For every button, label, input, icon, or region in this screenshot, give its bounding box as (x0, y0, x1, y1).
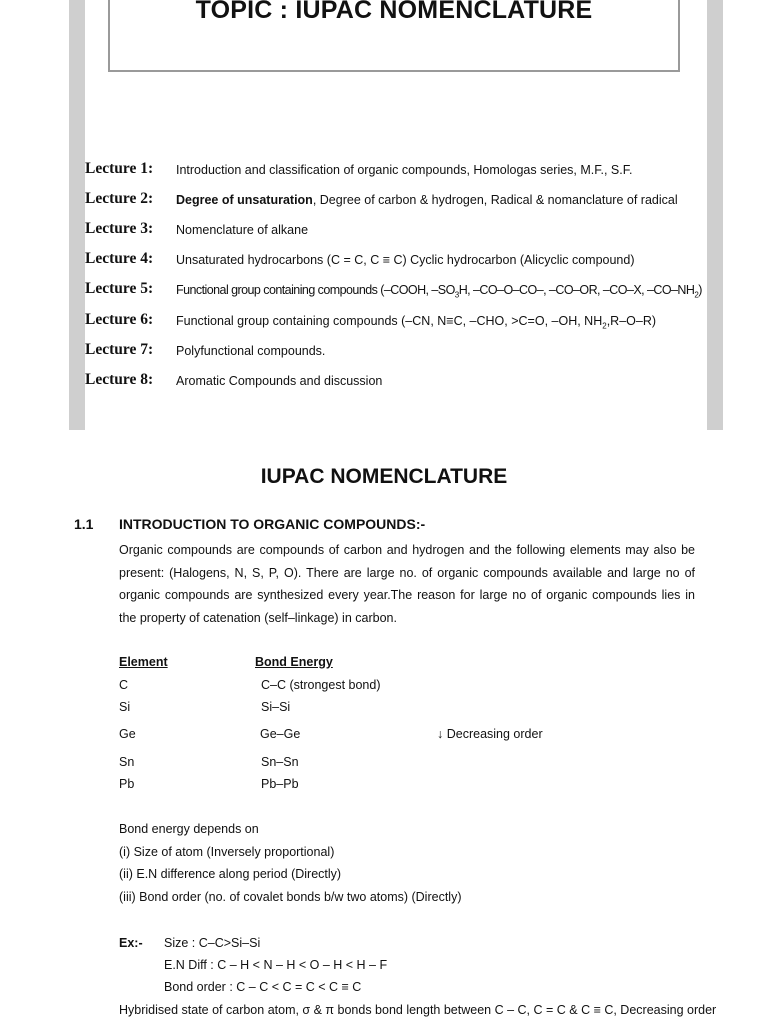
lecture-text-part: ,R–O–R) (606, 314, 657, 328)
lecture-text-part: Unsaturated hydrocarbons (C = C, C ≡ C) Cyclic hydrocarbon (Alicyclic compound) (176, 253, 635, 267)
bond-energy-factor: (ii) E.N difference along period (Directly) (119, 867, 342, 881)
lecture-description (176, 344, 325, 358)
table-cell-element: Si (119, 700, 131, 714)
lecture-text-part: , Degree of carbon & hydrogen, Radical & nomanclature of radical (312, 193, 678, 207)
lecture-description (176, 223, 308, 237)
table-cell-bond: C–C (strongest bond) (261, 678, 381, 692)
lecture-description (176, 193, 678, 207)
topic-title: TOPIC : IUPAC NOMENCLATURE (195, 0, 593, 24)
lecture-description (176, 283, 702, 300)
lecture-description (176, 314, 656, 331)
topic-title-box (108, 0, 680, 72)
lecture-text-part: Aromatic Compounds and discussion (176, 374, 383, 388)
lecture-text-part: ) (698, 283, 702, 297)
table-header-element: Element (119, 655, 168, 669)
subscript: 2 (694, 290, 699, 300)
table-cell-element: C (119, 678, 129, 692)
example-line: Size : C–C>Si–Si (164, 936, 261, 950)
lecture-number: Lecture 4: (85, 250, 154, 267)
lecture-text-part: Nomenclature of alkane (176, 223, 309, 237)
example-line: E.N Diff : C – H < N – H < O – H < H – F (164, 958, 388, 972)
section-title: INTRODUCTION TO ORGANIC COMPOUNDS:- (119, 516, 426, 532)
table-cell-bond: Sn–Sn (261, 755, 299, 769)
subscript: 2 (602, 321, 607, 331)
lecture-number: Lecture 1: (85, 160, 154, 177)
subscript: 3 (454, 290, 459, 300)
hybridisation-line: Hybridised state of carbon atom, σ & π bonds bond length between C – C, C = C & C ≡ C, Decreasing order (119, 1003, 717, 1017)
lecture-text-part: Functional group containing compounds (–CN, N≡C, –CHO, >C=O, –OH, NH (176, 314, 603, 328)
right-margin-bar (707, 0, 723, 430)
table-cell-bond: Si–Si (261, 700, 291, 714)
lecture-number: Lecture 6: (85, 311, 154, 328)
left-margin-bar (69, 0, 85, 430)
lecture-number: Lecture 5: (85, 280, 154, 297)
lecture-number: Lecture 2: (85, 190, 154, 207)
example-line: Bond order : C – C < C = C < C ≡ C (164, 980, 362, 994)
bond-energy-factor: (i) Size of atom (Inversely proportional) (119, 845, 335, 859)
lecture-number: Lecture 3: (85, 220, 154, 237)
lecture-text-part: Degree of unsaturation (176, 193, 313, 207)
section-number: 1.1 (74, 516, 94, 532)
page-title: IUPAC NOMENCLATURE (260, 465, 508, 488)
table-header-bond-energy: Bond Energy (255, 655, 333, 669)
decreasing-order-note: ↓ Decreasing order (437, 727, 543, 741)
table-cell-bond: Pb–Pb (261, 777, 299, 791)
lecture-text-part: Functional group containing compounds (–COOH, –SO (176, 283, 455, 297)
example-label: Ex:- (119, 936, 143, 950)
table-cell-element: Sn (119, 755, 135, 769)
table-cell-element: Pb (119, 777, 135, 791)
lecture-number: Lecture 8: (85, 371, 154, 388)
lecture-text-part: Introduction and classification of organic compounds, Homologas series, M.F., S.F. (176, 163, 633, 177)
lecture-number: Lecture 7: (85, 341, 154, 358)
intro-paragraph: Organic compounds are compounds of carbon and hydrogen and the following elements may also be present: (Halogens, N, S, P, O). There are large no. of organic compounds available and large no of organic compounds are synthesized every year.The reason for large no of organic compounds lies in the property of catenation (self–linkage) in carbon. (119, 543, 695, 625)
bond-energy-intro: Bond energy depends on (119, 822, 259, 836)
table-cell-element: Ge (119, 727, 136, 741)
bond-energy-factor: (iii) Bond order (no. of covalet bonds b/w two atoms) (Directly) (119, 890, 462, 904)
lecture-text-part: H, –CO–O–CO–, –CO–OR, –CO–X, –CO–NH (458, 283, 695, 297)
table-cell-bond: Ge–Ge (260, 727, 301, 741)
lecture-description (176, 374, 382, 388)
lecture-text-part: Polyfunctional compounds. (176, 344, 326, 358)
lecture-description (176, 163, 632, 177)
lecture-description (176, 253, 635, 267)
